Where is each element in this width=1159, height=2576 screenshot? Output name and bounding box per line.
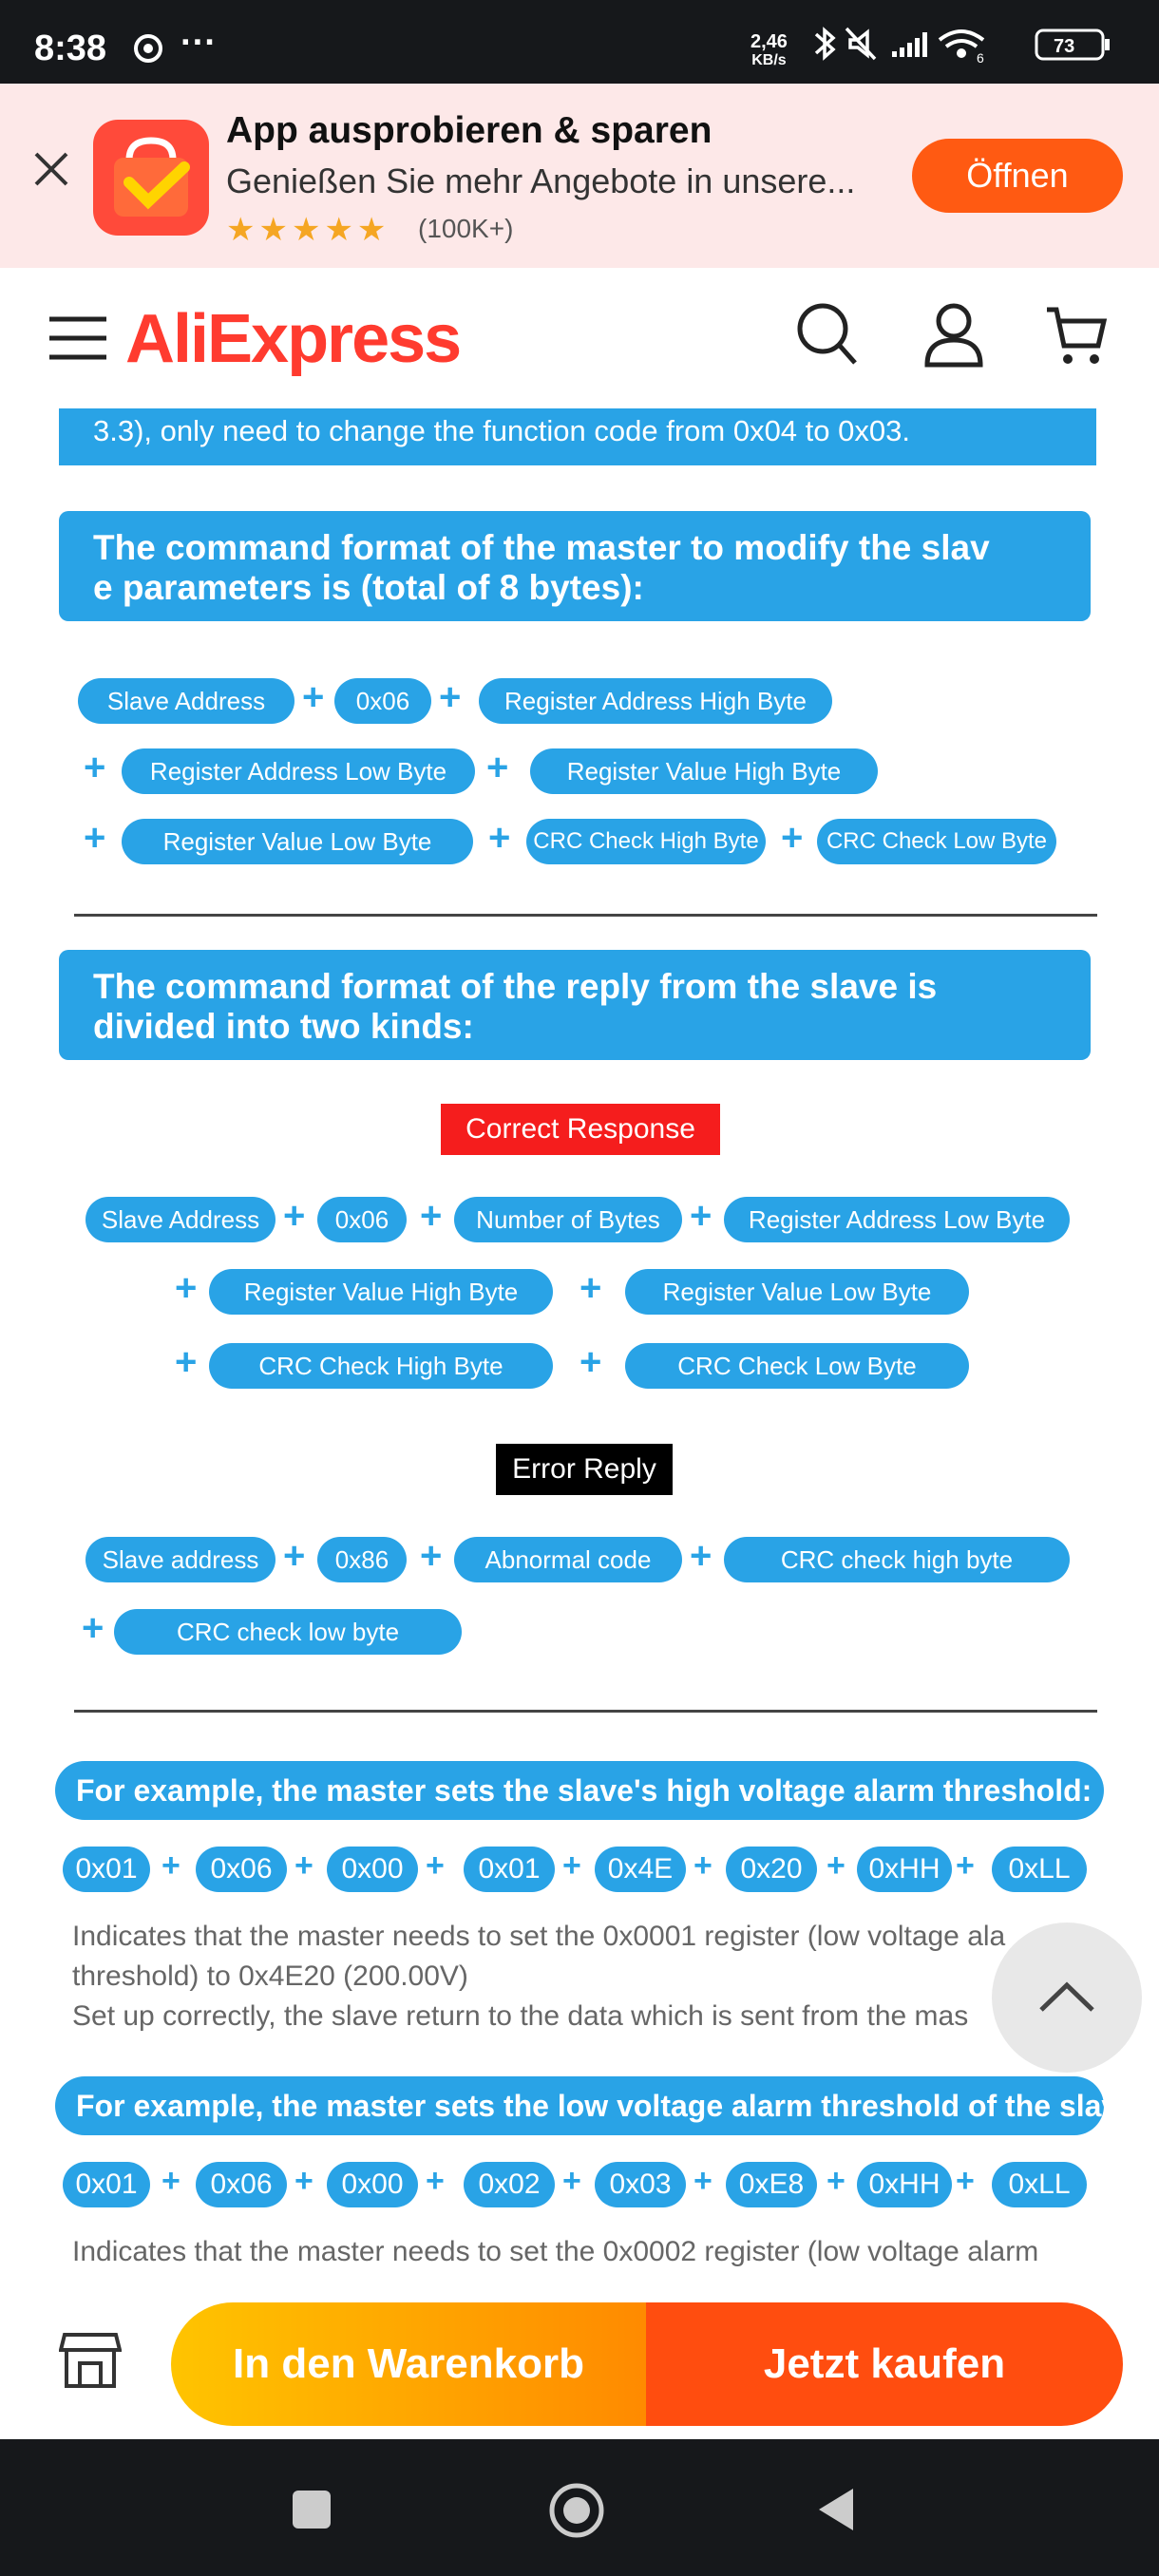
rating-stars: ★★★★★: [226, 212, 390, 248]
signal-icon: [892, 32, 927, 57]
recent-apps-button[interactable]: [291, 2489, 332, 2535]
close-icon: [32, 150, 70, 188]
app-promo-banner: [0, 84, 1159, 268]
plus-icon: +: [426, 1847, 445, 1884]
search-button[interactable]: [796, 302, 859, 373]
byte-pill: CRC Check Low Byte: [625, 1343, 969, 1389]
byte-pill: CRC check high byte: [724, 1537, 1070, 1582]
hex-pill: 0x4E: [595, 1847, 686, 1892]
bottom-action-bar: [0, 2280, 1159, 2439]
plus-icon: +: [84, 817, 106, 859]
byte-pill: Slave Address: [78, 678, 294, 724]
bluetooth-icon: [816, 30, 833, 57]
byte-pill: Number of Bytes: [454, 1197, 682, 1242]
hex-pill: 0x01: [464, 1847, 555, 1892]
hex-pill: 0xLL: [992, 2162, 1087, 2207]
back-button[interactable]: [815, 2487, 857, 2537]
byte-pill: Register Address High Byte: [479, 678, 832, 724]
wifi-level: 6: [977, 50, 984, 66]
byte-pill: Register Address Low Byte: [122, 748, 475, 794]
status-time: 8:38: [34, 28, 107, 68]
hex-pill: 0x01: [63, 2162, 150, 2207]
plus-icon: +: [694, 2163, 712, 2199]
divider: [74, 914, 1097, 917]
system-navigation-bar: [0, 2439, 1159, 2576]
back-triangle-icon: [815, 2487, 857, 2532]
hex-pill: 0x20: [726, 1847, 817, 1892]
plus-icon: +: [562, 2163, 581, 2199]
plus-icon: +: [162, 1847, 180, 1884]
plus-icon: +: [488, 817, 511, 859]
byte-pill: Register Value Low Byte: [625, 1269, 969, 1315]
hex-pill: 0xHH: [857, 2162, 952, 2207]
byte-pill: Register Address Low Byte: [724, 1197, 1070, 1242]
byte-pill: 0x06: [334, 678, 431, 724]
plus-icon: +: [420, 1195, 443, 1237]
plus-icon: +: [283, 1535, 306, 1577]
menu-button[interactable]: [48, 313, 108, 368]
hex-pill: 0x06: [196, 2162, 287, 2207]
home-circle-icon: [547, 2481, 606, 2540]
divider: [74, 1710, 1097, 1713]
byte-pill: 0x86: [317, 1537, 407, 1582]
aliexpress-app-icon: [93, 120, 209, 236]
heading-line: The command format of the master to modify the slav: [93, 528, 990, 567]
byte-pill: Register Value High Byte: [530, 748, 878, 794]
example-note: Indicates that the master needs to set the 0x0002 register (low voltage alarm: [72, 2236, 1039, 2267]
example-heading-low-voltage: For example, the master sets the low voltage alarm threshold of the slave: [55, 2076, 1104, 2135]
plus-icon: +: [420, 1535, 443, 1577]
scroll-to-top-button[interactable]: [992, 1923, 1142, 2073]
correct-response-label: Correct Response: [441, 1104, 720, 1155]
hex-pill: 0x03: [595, 2162, 686, 2207]
plus-icon: +: [302, 676, 325, 718]
plus-icon: +: [690, 1535, 712, 1577]
plus-icon: +: [175, 1267, 198, 1309]
network-rate: [750, 32, 788, 70]
cart-icon: [1045, 302, 1108, 369]
description-text-block: 3.3), only need to change the function code from 0x04 to 0x03.: [59, 408, 1096, 465]
rate-unit: KB/s: [751, 52, 787, 68]
cart-button[interactable]: [1045, 302, 1108, 373]
plus-icon: +: [426, 2163, 445, 2199]
search-icon: [796, 302, 859, 369]
open-app-button[interactable]: Öffnen: [912, 139, 1123, 213]
store-button[interactable]: [59, 2331, 122, 2395]
plus-icon: +: [826, 2163, 846, 2199]
plus-icon: +: [781, 817, 804, 859]
hamburger-icon: [48, 313, 108, 363]
close-banner-button[interactable]: [32, 150, 70, 193]
plus-icon: +: [439, 676, 462, 718]
byte-pill: CRC Check High Byte: [526, 819, 766, 864]
hex-pill: 0xE8: [726, 2162, 817, 2207]
byte-pill: Slave Address: [86, 1197, 276, 1242]
plus-icon: +: [956, 2163, 975, 2199]
store-icon: [59, 2331, 122, 2390]
byte-pill: CRC Check High Byte: [209, 1343, 553, 1389]
hex-pill: 0x00: [327, 1847, 418, 1892]
battery-level: 73: [1054, 36, 1075, 57]
mute-icon: [846, 28, 875, 59]
account-button[interactable]: [923, 302, 984, 373]
aliexpress-logo[interactable]: AliExpress: [125, 301, 461, 377]
hex-pill: 0x00: [327, 2162, 418, 2207]
square-icon: [291, 2489, 332, 2530]
plus-icon: +: [690, 1195, 712, 1237]
example-note: threshold) to 0x4E20 (200.00V): [72, 1960, 468, 1992]
example-heading-high-voltage: For example, the master sets the slave's high voltage alarm threshold:: [55, 1761, 1104, 1820]
hex-pill: 0x06: [196, 1847, 287, 1892]
plus-icon: +: [162, 2163, 180, 2199]
hex-pill: 0xLL: [992, 1847, 1087, 1892]
banner-subtitle: Genießen Sie mehr Angebote in unsere...: [226, 161, 856, 200]
more-notifications-icon: ···: [180, 23, 217, 63]
error-reply-label: Error Reply: [496, 1444, 673, 1495]
plus-icon: +: [826, 1847, 846, 1884]
plus-icon: +: [486, 747, 509, 788]
heading-line: e parameters is (total of 8 bytes):: [93, 568, 644, 607]
section-heading-master-command: [59, 511, 1091, 621]
byte-pill: CRC check low byte: [114, 1609, 462, 1655]
plus-icon: +: [294, 2163, 314, 2199]
plus-icon: +: [294, 1847, 314, 1884]
plus-icon: +: [283, 1195, 306, 1237]
byte-pill: 0x06: [317, 1197, 407, 1242]
rate-value: 2,46: [750, 31, 788, 52]
home-button[interactable]: [547, 2481, 606, 2545]
heading-line: The command format of the reply from the slave is: [93, 967, 938, 1006]
site-header: [0, 268, 1159, 408]
byte-pill: Register Value Low Byte: [122, 819, 473, 864]
heading-line: divided into two kinds:: [93, 1007, 474, 1046]
plus-icon: +: [175, 1341, 198, 1383]
user-icon: [923, 302, 984, 369]
plus-icon: +: [580, 1267, 602, 1309]
review-count: (100K+): [418, 214, 514, 243]
byte-pill: CRC Check Low Byte: [817, 819, 1056, 864]
add-to-cart-button[interactable]: In den Warenkorb: [171, 2302, 646, 2426]
system-icons: [812, 25, 1126, 71]
plus-icon: +: [82, 1607, 104, 1649]
plus-icon: +: [580, 1341, 602, 1383]
plus-icon: +: [84, 747, 106, 788]
product-description: [0, 408, 1159, 2280]
byte-pill: Abnormal code: [454, 1537, 682, 1582]
plus-icon: +: [694, 1847, 712, 1884]
example-note: Indicates that the master needs to set the 0x0001 register (low voltage ala: [72, 1921, 1006, 1952]
plus-icon: +: [562, 1847, 581, 1884]
byte-pill: Slave address: [86, 1537, 276, 1582]
hex-pill: 0x02: [464, 2162, 555, 2207]
buy-now-button[interactable]: Jetzt kaufen: [646, 2302, 1123, 2426]
section-heading-slave-reply: [59, 950, 1091, 1060]
chevron-up-icon: [992, 1923, 1142, 2073]
status-bar: [0, 0, 1159, 84]
hex-pill: 0xHH: [857, 1847, 952, 1892]
example-note: Set up correctly, the slave return to the data which is sent from the mas: [72, 2000, 969, 2032]
hex-pill: 0x01: [63, 1847, 150, 1892]
banner-title: App ausprobieren & sparen: [226, 110, 712, 151]
byte-pill: Register Value High Byte: [209, 1269, 553, 1315]
plus-icon: +: [956, 1847, 975, 1884]
